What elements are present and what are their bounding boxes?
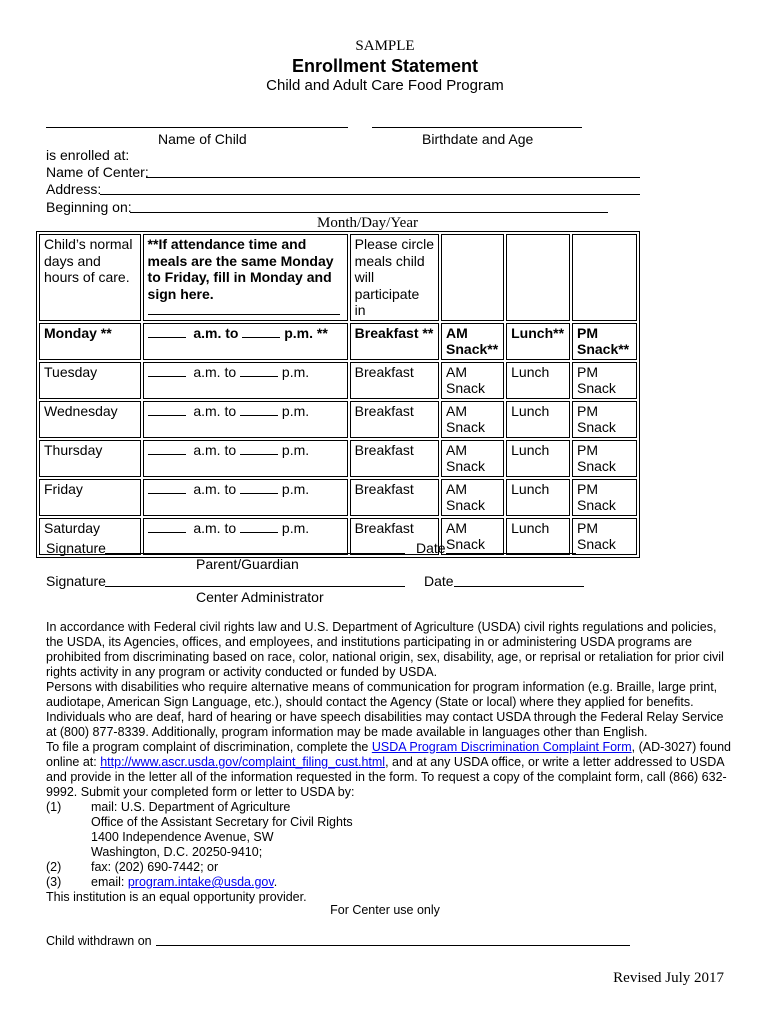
am-blank[interactable] [148, 325, 186, 338]
table-row [39, 479, 637, 516]
mail-line-4: Washington, D.C. 20250-9410; [91, 845, 263, 859]
table-header-row [39, 234, 637, 321]
legal-paragraph-1: In accordance with Federal civil rights law and U.S. Department of Agriculture (USDA) civil rights regulations and policies, the USDA, its Agencies, offices, and employees, and institutions participating in or administering USDA programs are prohibited from discriminating based on race, color, national origin, sex, disability, age, or reprisal or retaliation for prior civil rights activity in any program or activity conducted or funded by USDA. [46, 620, 724, 679]
parent-signature-line[interactable] [105, 553, 405, 554]
breakfast-cell[interactable]: Breakfast [350, 401, 439, 438]
time-cell[interactable] [143, 401, 348, 438]
pm-label: p.m. ** [284, 324, 328, 341]
revised-date: Revised July 2017 [613, 970, 724, 986]
header-empty-2 [506, 234, 570, 321]
beginning-on-line[interactable] [130, 212, 608, 213]
pm-snack-cell[interactable]: PM Snack [572, 479, 637, 516]
header-empty-1 [441, 234, 504, 321]
day-cell: Tuesday [39, 362, 141, 399]
lunch-cell[interactable]: Lunch [506, 401, 570, 438]
am-snack-cell[interactable]: AM Snack [441, 401, 504, 438]
pm-blank[interactable] [240, 442, 278, 455]
page-subtitle: Child and Adult Care Food Program [266, 77, 504, 94]
parent-date-line[interactable] [446, 553, 576, 554]
signature-label-parent: Signature [46, 540, 106, 556]
lunch-cell[interactable]: Lunch [506, 479, 570, 516]
day-cell: Wednesday [39, 401, 141, 438]
date-label-parent: Date [416, 540, 446, 556]
pm-label: p.m. [281, 402, 310, 419]
signature-label-admin: Signature [46, 573, 106, 589]
birthdate-line[interactable] [372, 127, 582, 128]
time-cell[interactable] [143, 362, 348, 399]
header-note [143, 234, 348, 321]
child-withdrawn-label: Child withdrawn on [46, 934, 152, 948]
email-line [46, 875, 736, 890]
parent-guardian-label: Parent/Guardian [196, 556, 299, 572]
day-cell: Monday ** [39, 323, 141, 360]
time-cell[interactable] [143, 518, 348, 555]
schedule-table [36, 231, 640, 558]
time-cell[interactable] [143, 323, 348, 360]
am-snack-cell[interactable]: AM Snack [441, 362, 504, 399]
legal-paragraph-2: Persons with disabilities who require alternative means of communication for program information (e.g. Braille, large print, audiotape, American Sign Language, etc.), should contact the Agency (State or local) where they applied for benefits. Individuals who are deaf, hard of hearing or have speech disabilities may contact USDA through the Federal Relay Service at (800) 877-8339. Additionally, program information may be made available in languages other than English. [46, 680, 724, 739]
name-of-center-label: Name of Center: [46, 164, 149, 180]
breakfast-cell[interactable]: Breakfast [350, 440, 439, 477]
table-row [39, 362, 637, 399]
pm-blank[interactable] [240, 403, 278, 416]
email-text [91, 875, 277, 890]
header-normal-hours: Child’s normal days and hours of care. [39, 234, 141, 321]
breakfast-cell[interactable]: Breakfast [350, 362, 439, 399]
breakfast-cell[interactable]: Breakfast [350, 479, 439, 516]
address-label: Address: [46, 181, 102, 197]
sample-label: SAMPLE [355, 38, 415, 54]
day-cell: Friday [39, 479, 141, 516]
mail-line-1: mail: U.S. Department of Agriculture [91, 800, 291, 814]
pm-snack-cell[interactable]: PM Snack [572, 362, 637, 399]
birthdate-age-label: Birthdate and Age [422, 131, 534, 147]
name-of-child-line[interactable] [46, 127, 348, 128]
am-label: a.m. to [193, 441, 237, 458]
list-number-1: (1) [46, 800, 62, 814]
mail-line-3: 1400 Independence Avenue, SW [91, 830, 274, 844]
address-line[interactable] [100, 194, 640, 195]
am-snack-cell[interactable]: AM Snack [441, 479, 504, 516]
am-blank[interactable] [148, 442, 186, 455]
pm-blank[interactable] [240, 364, 278, 377]
mail-line-2: Office of the Assistant Secretary for Civil Rights [91, 815, 353, 829]
breakfast-cell[interactable]: Breakfast ** [350, 323, 439, 360]
pm-blank[interactable] [242, 325, 280, 338]
table-row [39, 518, 637, 555]
legal-p3-text-b: , (AD-3027) found online at: [46, 740, 731, 769]
header-empty-3 [572, 234, 637, 321]
mail-address [91, 800, 353, 860]
lunch-cell[interactable]: Lunch [506, 362, 570, 399]
am-label: a.m. to [193, 324, 239, 341]
pm-snack-cell[interactable]: PM Snack [572, 518, 637, 555]
admin-date-line[interactable] [454, 586, 584, 587]
equal-opportunity-text: This institution is an equal opportunity provider. [46, 890, 307, 904]
am-blank[interactable] [148, 520, 186, 533]
pm-blank[interactable] [240, 520, 278, 533]
am-label: a.m. to [193, 519, 237, 536]
day-cell: Saturday [39, 518, 141, 555]
fax-text: fax: (202) 690-7442; or [91, 860, 219, 874]
email-end: . [273, 875, 278, 889]
enrolled-at-label: is enrolled at: [46, 147, 130, 163]
fax-line [46, 860, 736, 875]
table-row [39, 323, 637, 360]
legal-p3-text-a: To file a program complaint of discrimination, complete the [46, 740, 372, 754]
pm-snack-cell[interactable]: PM Snack [572, 440, 637, 477]
pm-label: p.m. [281, 480, 310, 497]
legal-p3-text-c: , and at any USDA office, or write a letter addressed to USDA and provide in the letter all of the information requested in the form. To request a copy of the complaint form, call (866) 632-9992. Submit your completed form or letter to USDA by: [46, 755, 727, 799]
nondiscrimination-statement [46, 620, 736, 905]
am-blank[interactable] [148, 364, 186, 377]
header-note-text: **If attendance time and meals are the same Monday to Friday, fill in Monday and sign here. [147, 236, 334, 302]
list-number-3: (3) [46, 875, 62, 889]
am-blank[interactable] [148, 403, 186, 416]
pm-label: p.m. [281, 519, 310, 536]
page-title: Enrollment Statement [291, 56, 479, 76]
complaint-url-link[interactable]: http://www.ascr.usda.gov/complaint_filing_cust.html [100, 755, 386, 769]
name-of-center-line[interactable] [146, 177, 640, 178]
email-label: email: [91, 875, 128, 889]
date-label-admin: Date [424, 573, 454, 589]
pm-snack-cell[interactable]: PM Snack** [572, 323, 637, 360]
am-snack-cell[interactable]: AM Snack [441, 518, 504, 555]
beginning-on-label: Beginning on: [46, 199, 132, 215]
lunch-cell[interactable]: Lunch** [506, 323, 570, 360]
lunch-cell[interactable]: Lunch [506, 518, 570, 555]
center-use-label: For Center use only [330, 903, 440, 917]
center-administrator-label: Center Administrator [196, 589, 324, 605]
am-label: a.m. to [193, 363, 237, 380]
mail-block [46, 800, 736, 860]
table-row [39, 401, 637, 438]
complaint-form-link[interactable]: USDA Program Discrimination Complaint Form [371, 740, 632, 754]
am-label: a.m. to [193, 402, 237, 419]
pm-label: p.m. [281, 441, 310, 458]
am-snack-cell[interactable]: AM Snack** [441, 323, 504, 360]
pm-label: p.m. [281, 363, 310, 380]
day-cell: Thursday [39, 440, 141, 477]
email-link[interactable]: program.intake@usda.gov [127, 875, 274, 889]
header-circle-meals: Please circle meals child will participate in [350, 234, 439, 321]
time-cell[interactable] [143, 440, 348, 477]
legal-paragraph-3 [46, 740, 736, 800]
child-withdrawn-line[interactable] [156, 945, 630, 946]
table-row [39, 440, 637, 477]
breakfast-cell[interactable]: Breakfast [350, 518, 439, 555]
pm-snack-cell[interactable]: PM Snack [572, 401, 637, 438]
time-cell[interactable] [143, 479, 348, 516]
pm-blank[interactable] [240, 481, 278, 494]
am-label: a.m. to [193, 480, 237, 497]
month-day-year-label: Month/Day/Year [317, 215, 418, 231]
list-number-2: (2) [46, 860, 62, 874]
name-of-child-label: Name of Child [158, 131, 247, 147]
am-blank[interactable] [148, 481, 186, 494]
am-snack-cell[interactable]: AM Snack [441, 440, 504, 477]
header-sign-line[interactable] [148, 314, 340, 315]
lunch-cell[interactable]: Lunch [506, 440, 570, 477]
admin-signature-line[interactable] [105, 586, 405, 587]
